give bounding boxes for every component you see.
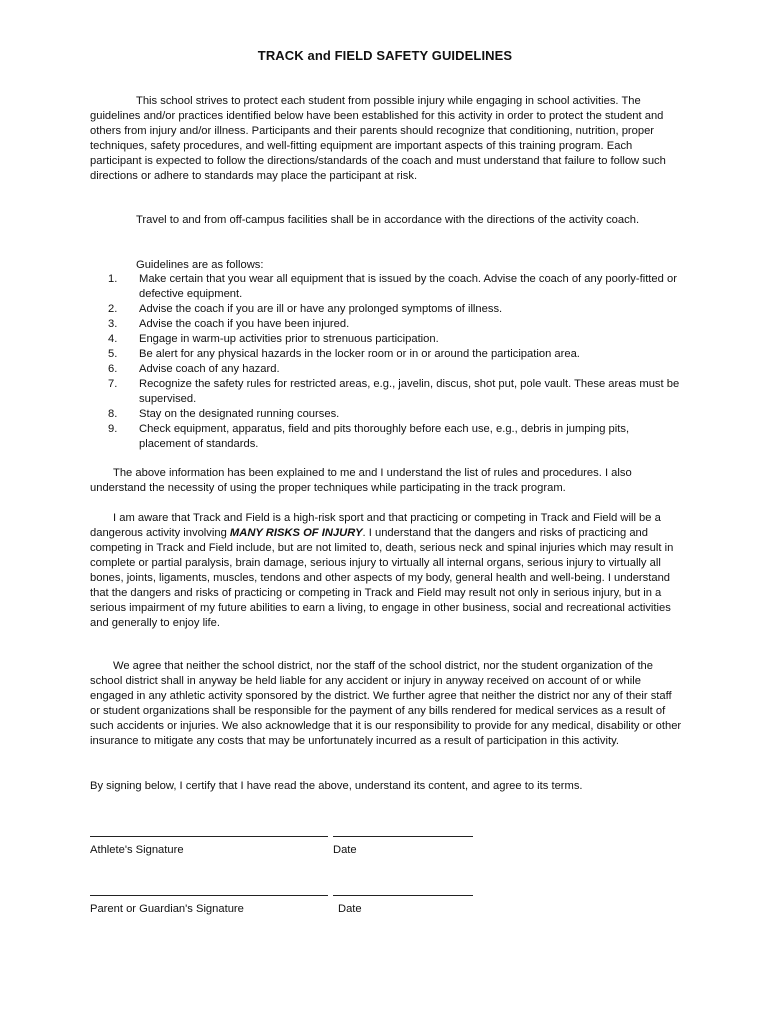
guideline-number: 4. [108,333,118,345]
liability-text: We agree that neither the school district, nor the staff of the school district, nor the student organization of the school district shall in anyway be held liable for any accident or injury in anyway received on account of or while engaged in any athletic activity sponsored by the district. We further agree that neither the district nor any of their staff or student organizations shall be responsible for the payment of any bills rendered for medical services as a result of such accidents or injuries. We also acknowledge that it is our responsibility to provide for any medical, disability or other insurance to mitigate any costs that may be unfortunately incurred as a result of participation in this activity. [90,660,682,747]
guideline-text: Advise the coach if you have been injured. [139,318,350,330]
risk-paragraph [90,511,682,631]
guideline-number: 9. [108,423,118,435]
guideline-item [108,332,683,347]
acknowledgement-text: The above information has been explained to me and I understand the list of rules and procedures. I also understand the necessity of using the proper techniques while participating in the track program. [90,467,632,494]
guideline-text: Recognize the safety rules for restricted areas, e.g., javelin, discus, shot put, pole vault. These areas must be supervised. [139,378,680,405]
risk-text-before: I am aware that Track and Field is a high-risk sport and that practicing or competing in Track and Field will be a dangerous activity involving [90,512,661,539]
intro-paragraph [90,94,682,184]
guideline-item [108,347,683,362]
guideline-number: 2. [108,303,118,315]
travel-text: Travel to and from off-campus facilities shall be in accordance with the directions of the activity coach. [136,214,640,226]
intro-text: This school strives to protect each student from possible injury while engaging in school activities. The guidelines and/or practices identified below have been established for this activity in order to protect the student and others from injury and/or illness. Participants and their parents should recognize that conditioning, nutrition, proper techniques, safety procedures, and well-fitting equipment are important aspects of this training program. Each participant is expected to follow the directions/standards of the coach and must understand that failure to follow such directions or adhere to standards may place the participant at risk. [90,95,666,182]
athlete-date-line[interactable] [333,836,473,837]
guideline-number: 7. [108,378,118,390]
parent-signature-label: Parent or Guardian's Signature [90,903,244,915]
parent-date-label: Date [338,903,362,915]
guideline-item [108,422,683,452]
liability-paragraph [90,659,682,749]
acknowledgement-paragraph [90,466,682,496]
guideline-item [108,302,683,317]
athlete-signature-label: Athlete's Signature [90,844,184,856]
guideline-text: Engage in warm-up activities prior to strenuous participation. [139,333,439,345]
guideline-item [108,362,683,377]
document-title: TRACK and FIELD SAFETY GUIDELINES [257,48,513,63]
guideline-number: 1. [108,273,118,285]
travel-paragraph [90,213,682,228]
guideline-item [108,272,683,302]
guideline-number: 8. [108,408,118,420]
risk-emphasis: MANY RISKS OF INJURY [229,527,363,539]
guideline-number: 5. [108,348,118,360]
guidelines-list [108,272,683,452]
athlete-signature-line[interactable] [90,836,328,837]
guideline-text: Make certain that you wear all equipment that is issued by the coach. Advise the coach of any poorly-fitted or defective equipment. [139,273,677,300]
guideline-text: Be alert for any physical hazards in the locker room or in or around the participation area. [139,348,580,360]
guideline-item [108,377,683,407]
certification-paragraph [90,779,682,794]
guideline-text: Stay on the designated running courses. [139,408,340,420]
risk-text-after: . I understand that the dangers and risks of practicing and competing in Track and Field include, but are not limited to, death, serious neck and spinal injuries which may result in complete or partial paralysis, brain damage, serious injury to virtually all internal organs, serious injury to virtually all bones, joints, ligaments, muscles, tendons and other aspects of my body, general health and well-being. I understand that the dangers and risks of practicing or competing in Track and Field may result not only in serious injury, but in a serious impairment of my future abilities to earn a living, to engage in other business, social and recreational activities and generally to enjoy life. [90,527,674,629]
athlete-date-label: Date [333,844,357,856]
guideline-text: Advise the coach if you are ill or have any prolonged symptoms of illness. [139,303,503,315]
certification-text: By signing below, I certify that I have read the above, understand its content, and agree to its terms. [90,780,583,792]
parent-signature-line[interactable] [90,895,328,896]
parent-date-line[interactable] [333,895,473,896]
guideline-text: Check equipment, apparatus, field and pits thoroughly before each use, e.g., debris in jumping pits, placement of standards. [139,423,630,450]
guideline-text: Advise coach of any hazard. [139,363,280,375]
guideline-number: 3. [108,318,118,330]
guideline-number: 6. [108,363,118,375]
guideline-item [108,407,683,422]
guidelines-heading: Guidelines are as follows: [136,259,264,271]
guideline-item [108,317,683,332]
